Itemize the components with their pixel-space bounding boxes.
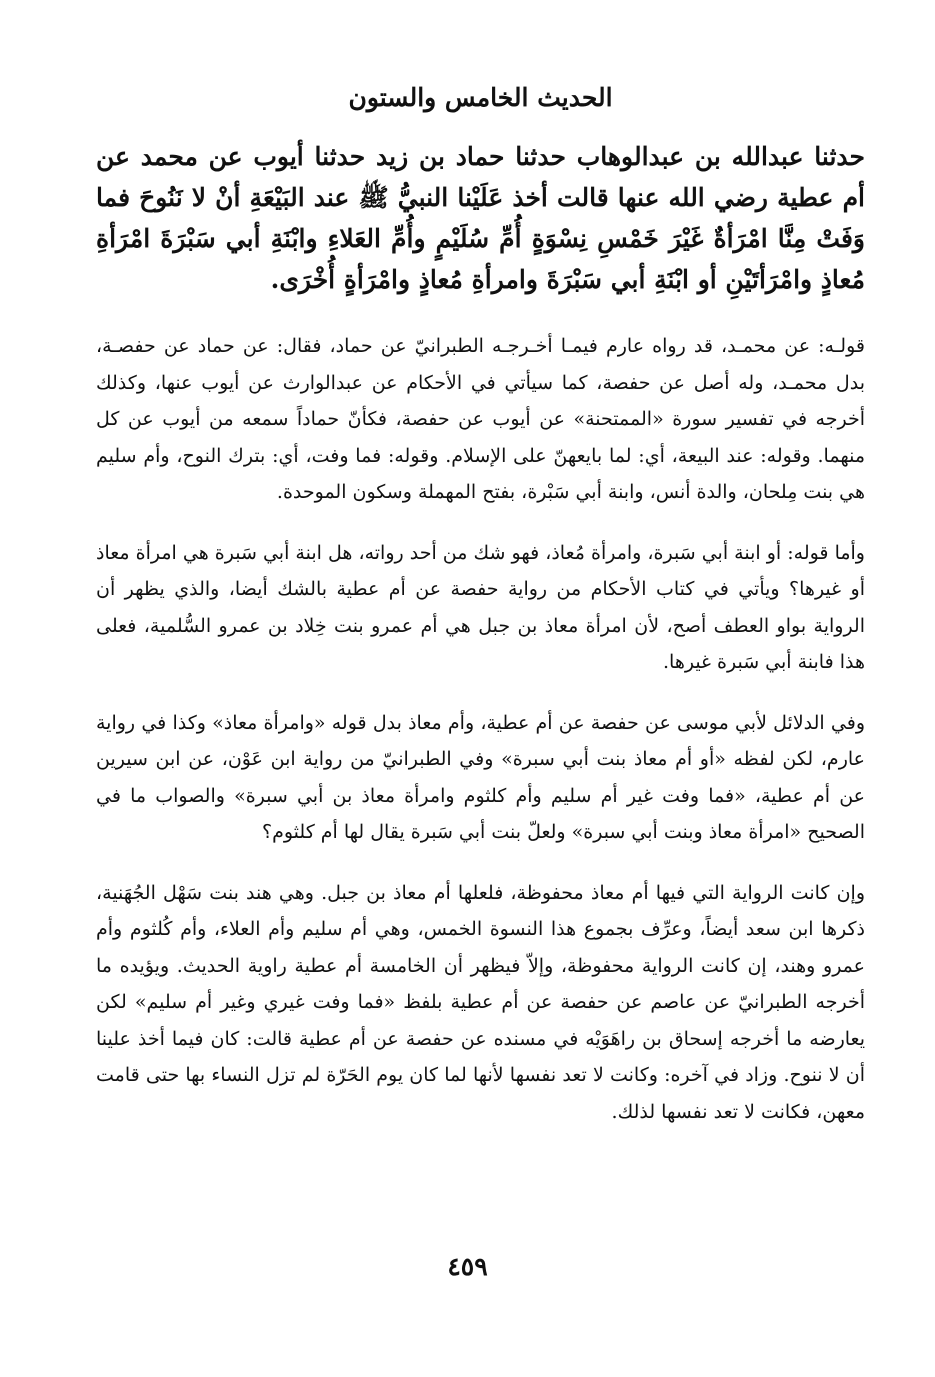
commentary-paragraph-2: وأما قوله: أو ابنة أبي سَبرة، وامرأة مُعاذ، فهو شك من أحد رواته، هل ابنة أبي سَبرة هي امرأة معاذ أو غيرها؟ ويأتي في كتاب الأحكام من رواية حفصة عن أم عطية بالشك أيضا، والذي يظهر أن الرواية بواو العطف أصح، لأن امرأة معاذ بن جبل هي أم عمرو بنت خِلاد بن عمرو السُّلمية، فعلى هذا فابنة أبي سَبرة غيرها.: [96, 541, 865, 673]
commentary-paragraph-3: وفي الدلائل لأبي موسى عن حفصة عن أم عطية، وأم معاذ بدل قوله «وامرأة معاذ» وكذا في رواية عارم، لكن لفظه «أو أم معاذ بنت أبي سبرة» وفي الطبرانيّ من رواية ابن عَوْن، عن ابن سيرين عن أم عطية، «فما وفت غير أم سليم وأم كلثوم وامرأة معاذ بن أبي سبرة» والصواب ما في الصحيح «امرأة معاذ وبنت أبي سبرة» ولعلّ بنت أبي سَبرة يقال لها أم كلثوم؟: [96, 711, 865, 843]
hadith-text: حدثنا عبدالله بن عبدالوهاب حدثنا حماد بن زيد حدثنا أيوب عن محمد عن أم عطية رضي الله عنها قالت أخذ عَلَيْنا النبيُّ ﷺ عند البَيْعَةِ أنْ لا نَنُوحَ فما وَفَتْ مِنَّا امْرَأةٌ غَيْرَ خَمْسِ نِسْوَةٍ أُمِّ سُلَيْمٍ وأُمِّ العَلاءِ وابْنَةِ أبي سَبْرَةَ امْرَأةِ مُعاذٍ وامْرَأتَيْنِ أو ابْنَةِ أبي سَبْرَةَ وامرأةِ مُعاذٍ وامْرَأةٍ أُخْرَى.: [96, 142, 865, 294]
commentary-paragraph-1: قولـه: عن محمـد، قد رواه عارم فيمـا أخـرجـه الطبرانيّ عن حماد، فقال: عن حماد عن حفصـة، بدل محمـد، وله أصل عن حفصة، كما سيأتي في الأحكام عن عبدالوارث عن أيوب عنها، وكذلك أخرجه في تفسير سورة «الممتحنة» عن أيوب عن حفصة، فكأنّ حماداً سمعه من أيوب عن كل منهما. وقوله: عند البيعة، أي: لما بايعهنّ على الإسلام. وقوله: فما وفت، أي: بترك النوح، وأم سليم هي بنت مِلحان، والدة أنس، وابنة أبي سَبْرة، بفتح المهملة وسكون الموحدة.: [96, 335, 865, 503]
page-title: الحديث الخامس والستون: [348, 83, 613, 112]
page-number: ٤٥٩: [447, 1252, 488, 1281]
commentary-paragraph-4: وإن كانت الرواية التي فيها أم معاذ محفوظة، فلعلها أم معاذ بن جبل. وهي هند بنت سَهْل الجُهَنية، ذكرها ابن سعد أيضاً، وعرِّف بجموع هذا النسوة الخمس، وهي أم سليم وأم العلاء، وأم كُلثوم وأم عمرو وهند، إن كانت الرواية محفوظة، وإلاّ فيظهر أن الخامسة أم عطية راوية الحديث. ويؤيده ما أخرجه الطبرانيّ عن عاصم عن حفصة عن أم عطية بلفظ «فما وفت غيري وغير أم سليم» لكن يعارضه ما أخرجه إسحاق بن راهَوَيْه في مسنده عن حفصة عن أم عطية قالت: كان فيما أخذ علينا أن لا ننوح. وزاد في آخره: وكانت لا تعد نفسها لأنها لما كان يوم الحَرّة لم تزل النساء بها حتى قامت معهن، فكانت لا تعد نفسها لذلك.: [96, 881, 865, 1123]
